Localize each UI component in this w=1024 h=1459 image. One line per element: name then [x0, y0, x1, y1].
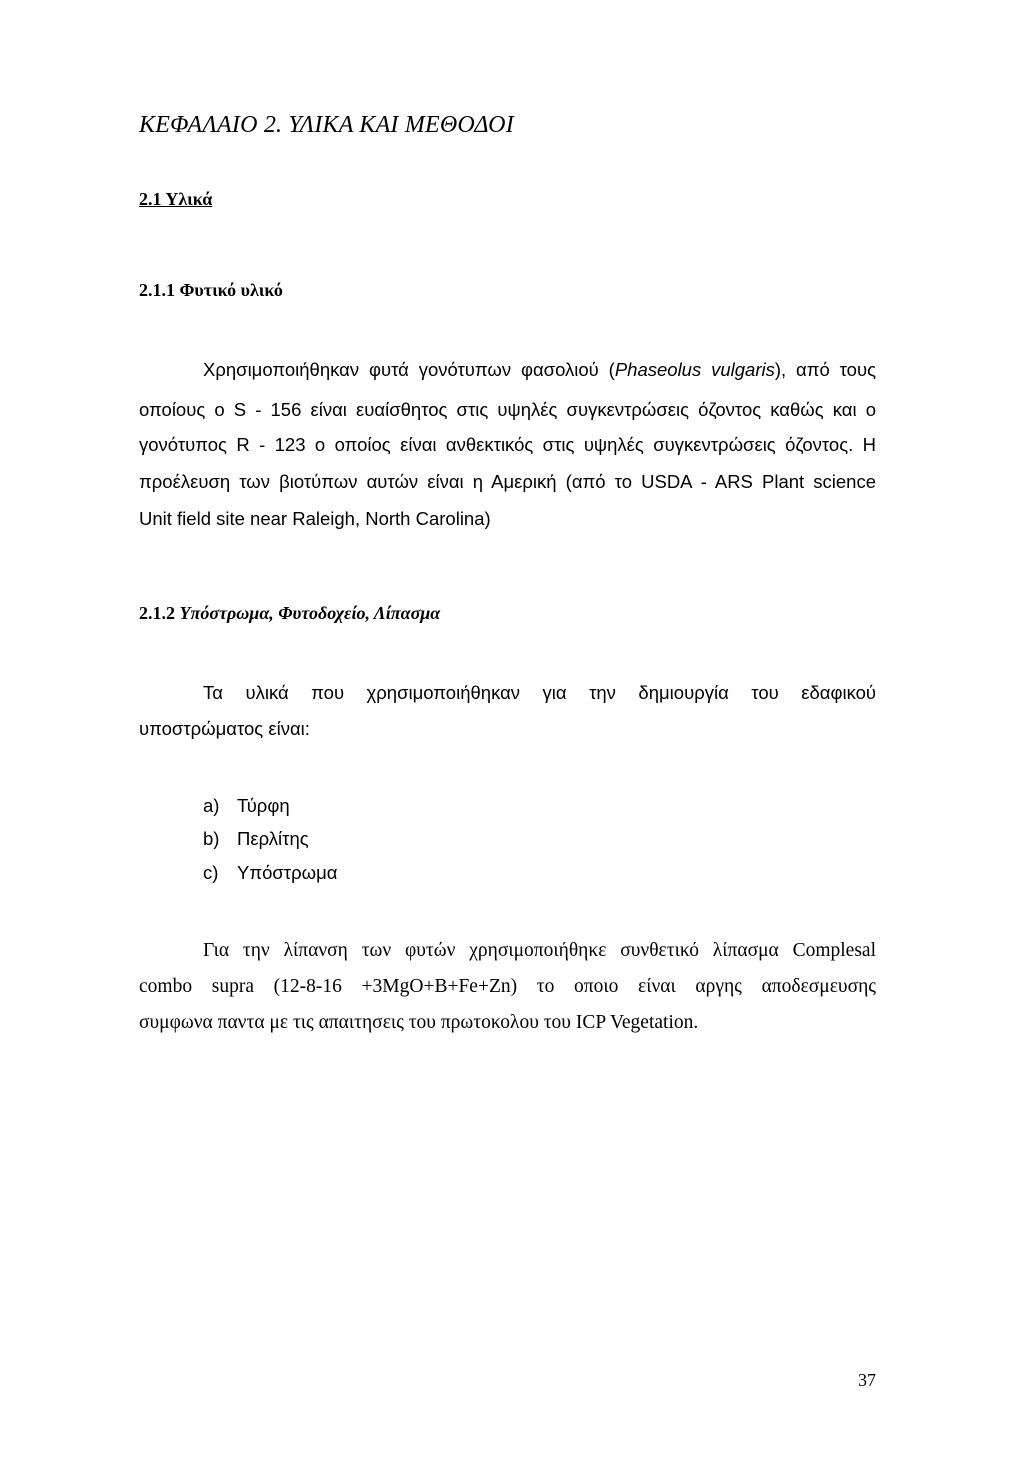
list-marker: b): [203, 828, 220, 849]
paragraph-line: Τα υλικά που χρησιμοποιήθηκαν για την δημιουργία του εδαφικού: [203, 682, 876, 703]
subsection-title: Υπόστρωμα, Φυτοδοχείο, Λίπασμα: [179, 603, 441, 623]
paragraph-line: προέλευση των βιοτύπων αυτών είναι η Αμερική (από το USDA - ARS Plant science: [139, 471, 876, 492]
text-run: ), από τους: [774, 359, 876, 380]
section-number: 2.1: [139, 189, 162, 209]
list-text: Τύρφη: [237, 795, 290, 816]
subsection-heading-plant-material: [139, 280, 283, 301]
text-run: Χρησιμοποιήθηκαν φυτά γονότυπων φασολιού (: [203, 359, 615, 380]
subsection-number: 2.1.2: [139, 603, 175, 623]
paragraph-line: Unit field site near Raleigh, North Carolina): [139, 508, 491, 529]
list-item: [203, 795, 290, 817]
list-marker: a): [203, 795, 220, 816]
paragraph-line: οποίους ο S - 156 είναι ευαίσθητος στις υψηλές συγκεντρώσεις όζοντος καθώς και ο: [139, 399, 876, 420]
paragraph-line: υποστρώματος είναι:: [139, 718, 310, 739]
paragraph-line: γονότυπος R - 123 ο οποίος είναι ανθεκτικός στις υψηλές συγκεντρώσεις όζοντος. Η: [139, 434, 876, 455]
subsection-number: 2.1.1: [139, 280, 175, 300]
section-heading: [139, 189, 212, 210]
list-text: Υπόστρωμα: [237, 862, 338, 883]
list-item: [203, 862, 337, 884]
paragraph-line: Για την λίπανση των φυτών χρησιμοποιήθηκε συνθετικό λίπασμα Complesal: [203, 940, 876, 961]
page-number: 37: [858, 1370, 876, 1390]
subsection-heading-substrate: [139, 603, 440, 624]
list-marker: c): [203, 862, 219, 883]
paragraph-line: [203, 359, 876, 381]
list-item: [203, 828, 309, 850]
subsection-title: Φυτικό υλικό: [179, 280, 283, 300]
section-title: Υλικά: [165, 189, 213, 209]
paragraph-line: combo supra (12-8-16 +3MgO+B+Fe+Zn) το οποιο είναι αργης αποδεσμευσης: [139, 976, 876, 997]
chapter-title: ΚΕΦΑΛΑΙΟ 2. ΥΛΙΚΑ ΚΑΙ ΜΕΘΟΔΟΙ: [139, 112, 514, 138]
list-text: Περλίτης: [237, 828, 309, 849]
species-name: Phaseolus vulgaris: [614, 359, 775, 380]
paragraph-line: συμφωνα παντα με τις απαιτησεις του πρωτοκολου του ICP Vegetation.: [139, 1012, 699, 1033]
